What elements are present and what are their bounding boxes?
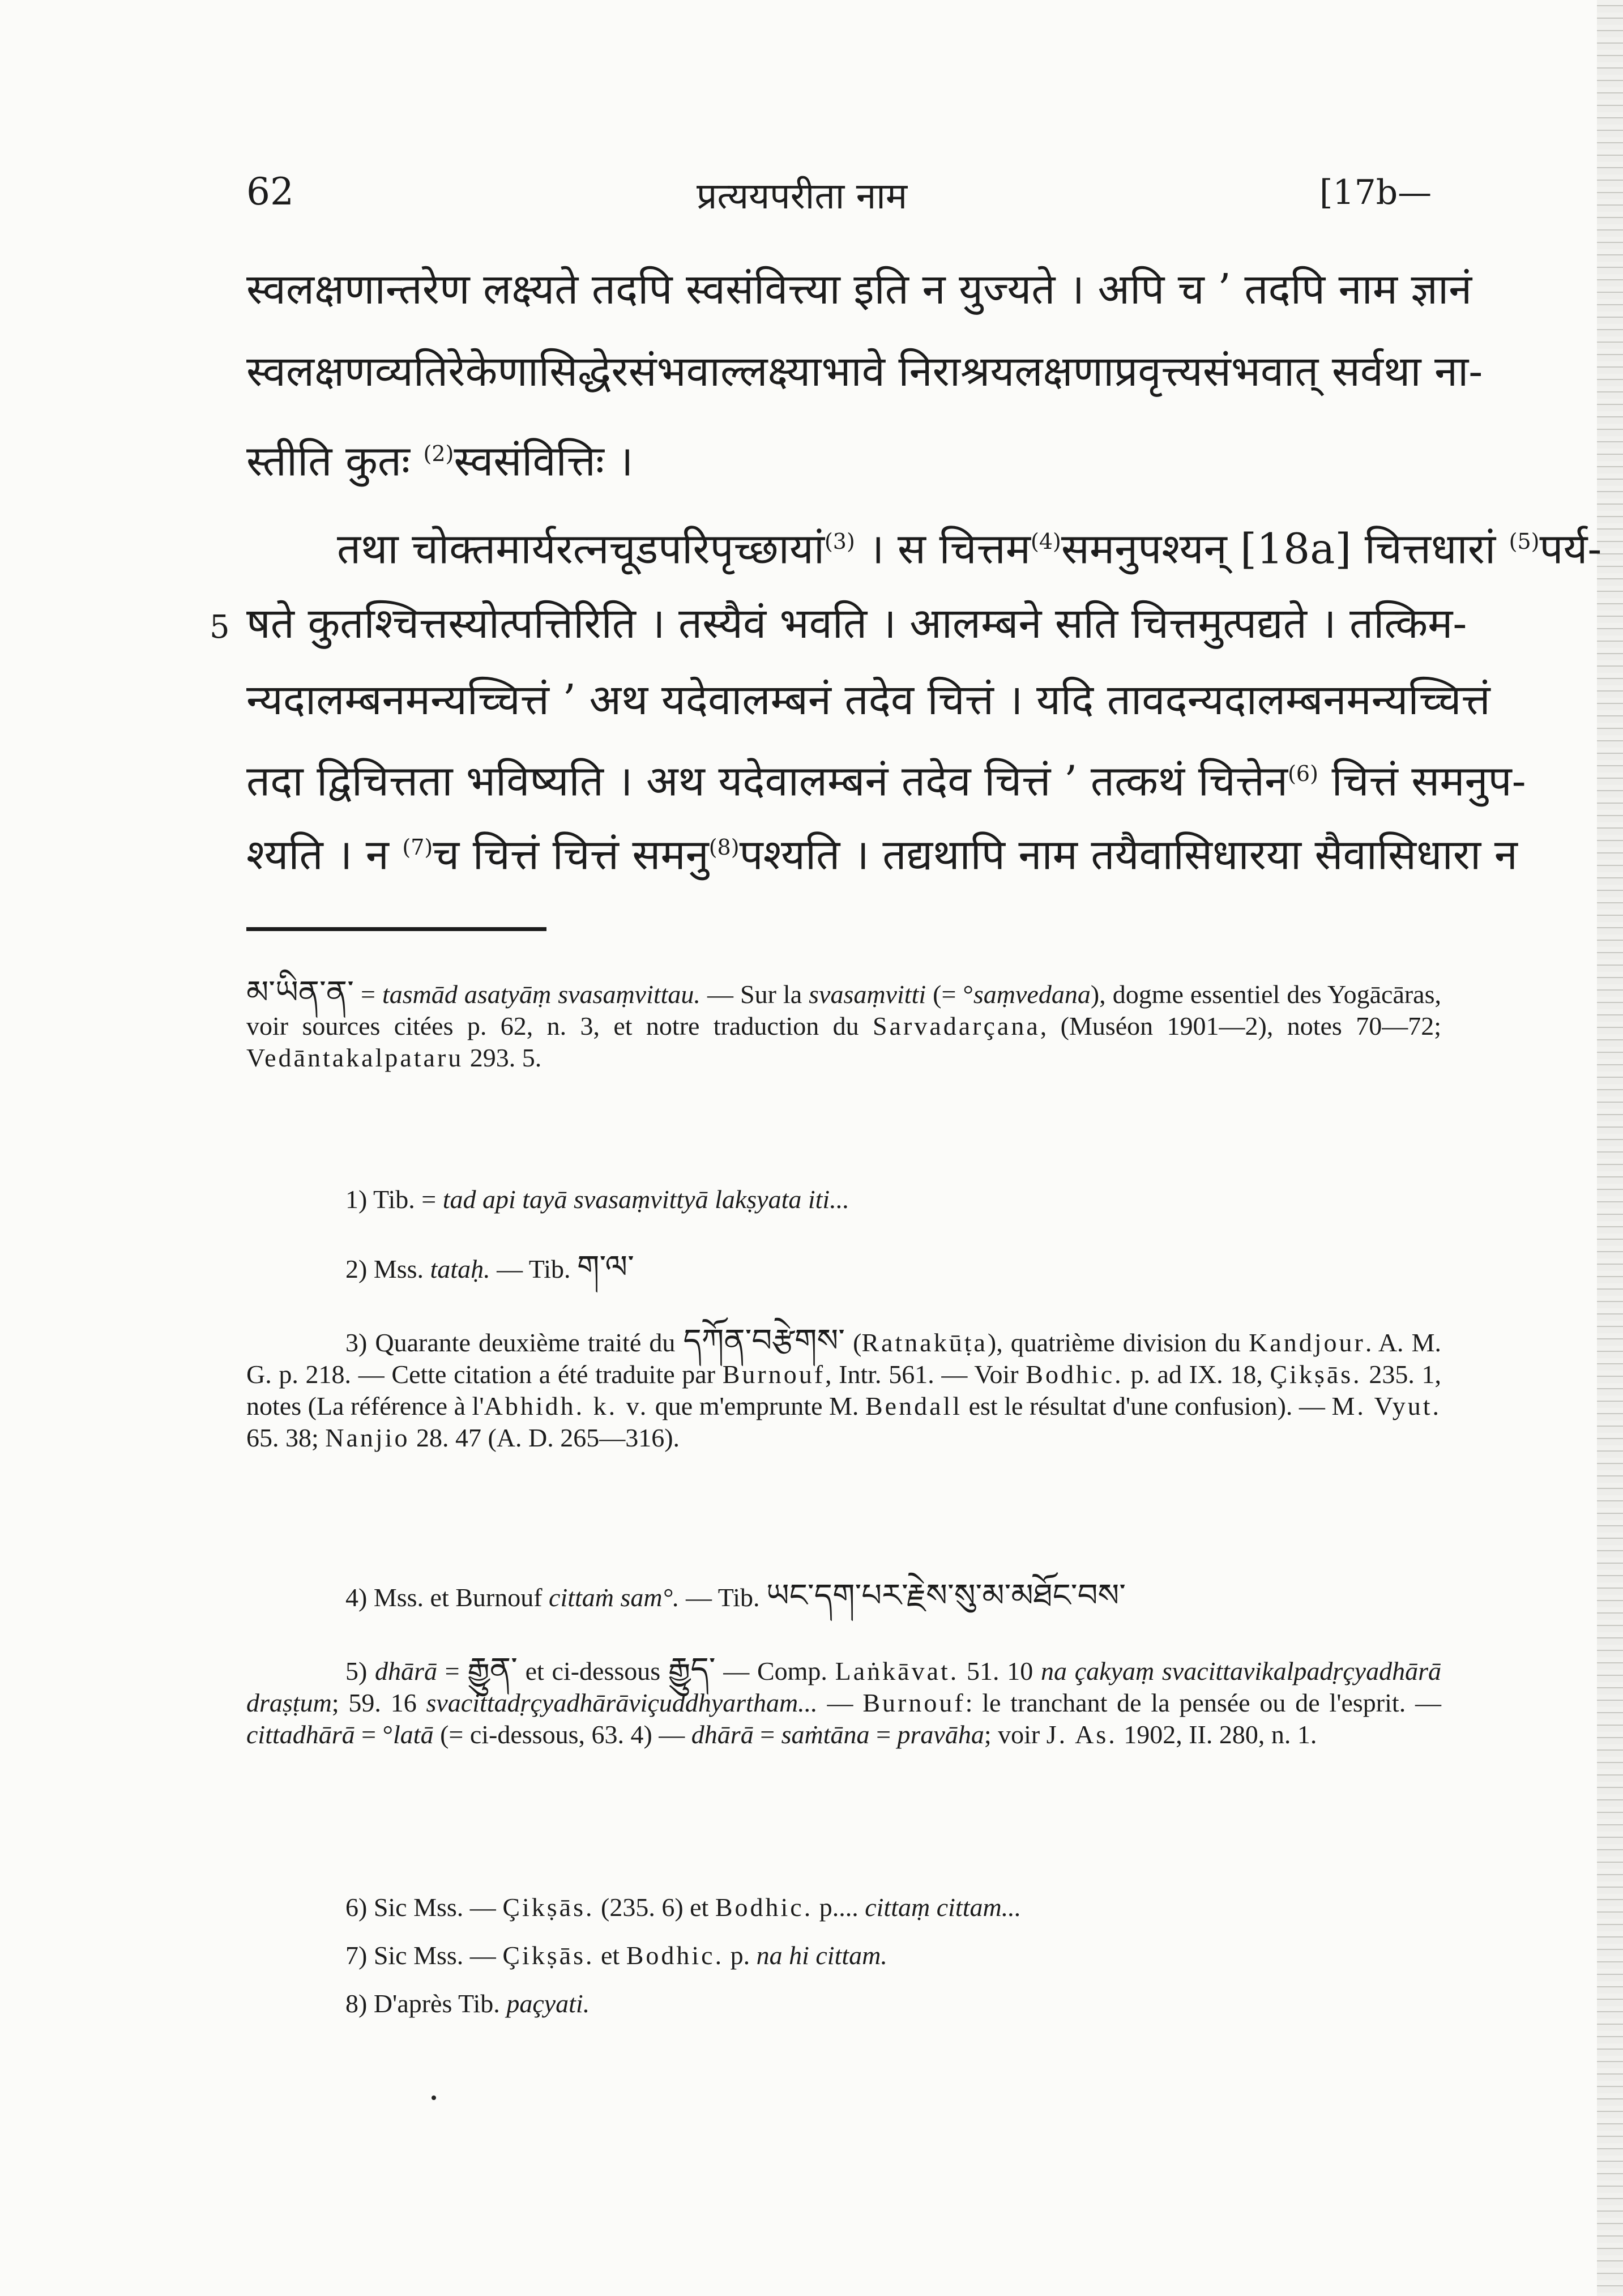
sanskrit-line-1: स्वलक्षणान्तरेण लक्ष्यते तदपि स्वसंवित्त्या इति न युज्यते । अपि च ’ तदपि नाम ज्ञानं <box>246 265 1472 314</box>
line-number: 5 <box>210 609 230 646</box>
page-number: 62 <box>246 170 294 214</box>
ink-speck <box>432 2096 436 2100</box>
footnote-2: 2) Mss. tataḥ. — Tib. ག་ལ་ <box>345 1249 634 1286</box>
note-marker: (2) <box>423 441 454 466</box>
footnote-3: 3) Quarante deuxième traité du དཀོན་བརྩེགས་ (Ratnakūṭa), quatrième division du Kandjour. A. M. G. p. 218. — Cette citation a été traduite par Burnouf, Intr. 561. — Voir Bodhic. p. ad IX. 18, Çikṣās. 235. 1, notes (La référence à l'Abhidh. k. v. que m'emprunte M. Bendall est le résultat d'une confusion). — M. Vyut. 65. 38; Nanjio 28. 47 (A. D. 265—316). <box>246 1322 1442 1452</box>
sanskrit-line-3: स्तीति कुतः $^{(2)}$स्वसंवित्तिः । <box>246 437 634 486</box>
footnote-5: 5) dhārā = རྒྱུན་ et ci-dessous རྒྱུད་ — Comp. Laṅkāvat. 51. 10 na çakyaṃ svacittavikalpadṛçyadhārā draṣṭum; 59. 16 svacittadṛçyadhārāviçuddhyartham... — Burnouf: le tranchant de la pensée ou de l'esprit. — cittadhārā = °latā (= ci-dessous, 63. 4) — dhārā = saṁtāna = pravāha; voir J. As. 1902, II. 280, n. 1. <box>246 1651 1441 1749</box>
sanskrit-line-7: तदा द्विचित्तता भविष्यति । अथ यदेवालम्बनं तदेव चित्तं ’ तत्कथं चित्तेन$^{(6)}$ चित्तं समनुप- <box>246 757 1526 806</box>
footnote-4: 4) Mss. et Burnouf cittaṁ sam°. — Tib. ཡང་དག་པར་རྗེས་སུ་མ་མཐོང་བས་ <box>345 1577 1126 1614</box>
footnote-intro: མ་ཡིན་ན་ = tasmād asatyāṃ svasaṃvittau. — Sur la svasaṃvitti (= °saṃvedana), dogme essentiel des Yogācāras, voir sources citées p. 62, n. 3, et notre traduction du Sarvadarçana, (Muséon 1901—2), notes 70—72; Vedāntakalpataru 293. 5. <box>246 974 1442 1072</box>
sanskrit-line-8: श्यति । न $^{(7)}$च चित्तं चित्तं समनु$^{(8)}$पश्यति । तद्यथापि नाम तयैवासिधारया सैवासिधारा न <box>246 830 1518 880</box>
sanskrit-line-2: स्वलक्षणव्यतिरेकेणासिद्धेरसंभवाल्लक्ष्याभावे निराश्रयलक्षणाप्रवृत्त्यसंभवात् सर्वथा ना- <box>246 347 1483 396</box>
footnote-7: 7) Sic Mss. — Çikṣās. et Bodhic. p. na hi cittam. <box>345 1941 887 1970</box>
footnote-8: 8) D'après Tib. paçyati. <box>345 1989 590 2018</box>
footnote-1: 1) Tib. = tad api tayā svasaṃvittyā lakṣyata iti... <box>345 1185 849 1214</box>
folio-reference: [17b— <box>1319 173 1432 212</box>
page-edge <box>1597 0 1623 2296</box>
sanskrit-line-6: न्यदालम्बनमन्यच्चित्तं ’ अथ यदेवालम्बनं तदेव चित्तं । यदि तावदन्यदालम्बनमन्यच्चित्तं <box>246 676 1490 724</box>
footnote-rule <box>246 927 546 931</box>
running-title: प्रत्ययपरीता नाम <box>697 176 908 217</box>
sanskrit-line-4: तथा चोक्तमार्यरत्नचूडपरिपृच्छायां$^{(3)}$ । स चित्तम$^{(4)}$समनुपश्यन् [18a] चित्तधारां $^{(5)}$पर्य- <box>337 524 1602 574</box>
footnote-6: 6) Sic Mss. — Çikṣās. (235. 6) et Bodhic. p.... cittaṃ cittam... <box>345 1893 1022 1922</box>
sanskrit-line-5: षते कुतश्चित्तस्योत्पत्तिरिति । तस्यैवं भवति । आलम्बने सति चित्तमुत्पद्यते । तत्किम- <box>246 599 1467 648</box>
